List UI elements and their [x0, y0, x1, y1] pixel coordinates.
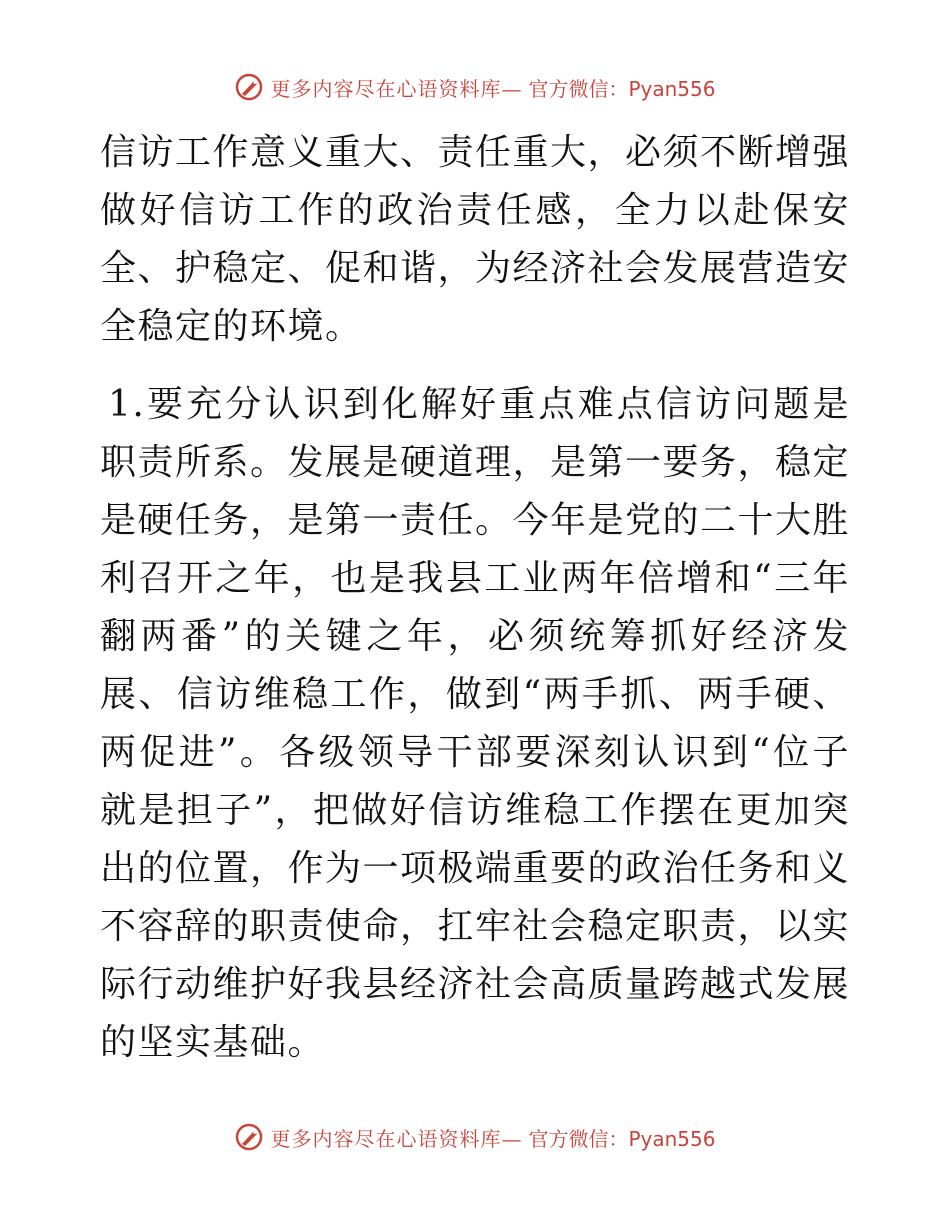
- document-body: [100, 124, 850, 1072]
- watermark-text: 更多内容尽在心语资料库—: [270, 1126, 523, 1151]
- paragraph-point-1: 1.要充分认识到化解好重点难点信访问题是职责所系。发展是硬道理，是第一要务，稳定是硬任务，是第一责任。今年是党的二十大胜利召开之年，也是我县工业两年倍增和“三年翻两番”的关键之年，必须统筹抓好经济发展、信访维稳工作，做到“两手抓、两手硬、两促进”。各级领导干部要深刻认识到“位子就是担子”，把做好信访维稳工作摆在更加突出的位置，作为一项极端重要的政治任务和义不容辞的职责使命，扛牢社会稳定职责，以实际行动维护好我县经济社会高质量跨越式发展的坚实基础。: [100, 384, 851, 1063]
- watermark-wechat: 官方微信：Pyan556: [528, 1126, 716, 1151]
- footer-watermark: [0, 1122, 950, 1152]
- paragraph-intro: 信访工作意义重大、责任重大，必须不断增强做好信访工作的政治责任感，全力以赴保安全、护稳定、促和谐，为经济社会发展营造安全稳定的环境。: [100, 132, 851, 347]
- pen-nib-logo-icon: [234, 1122, 264, 1152]
- header-watermark: [0, 72, 950, 102]
- watermark-wechat: 官方微信：Pyan556: [528, 76, 716, 101]
- watermark-text: 更多内容尽在心语资料库—: [270, 76, 523, 101]
- pen-nib-logo-icon: [234, 72, 264, 102]
